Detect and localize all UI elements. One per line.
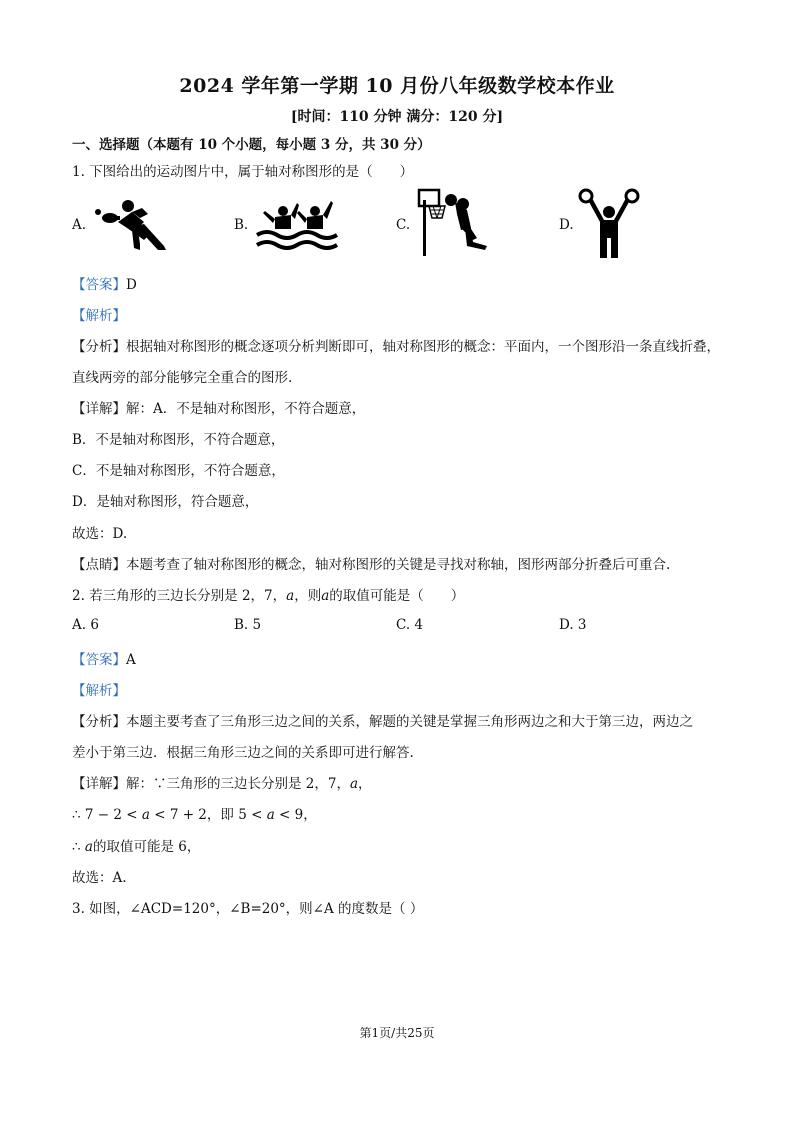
q2-option-c: C. 4 <box>396 617 424 633</box>
q1-option-b-label: B. <box>234 217 249 233</box>
q1-detail-text: 解：A．不是轴对称图形，不符合题意， <box>126 401 366 417</box>
q2-stem-pre: 2. 若三角形的三边长分别是 2，7， <box>72 588 287 604</box>
q2-option-b: B. 5 <box>234 617 262 633</box>
q2-analysis-tag: 【解析】 <box>72 683 126 699</box>
q2-detail-line-3 <box>72 835 200 855</box>
q2-detail-line-4: 故选：A. <box>72 870 127 886</box>
q2-detail-line-2 <box>72 803 317 823</box>
q2-fenxi-line-1 <box>72 710 693 730</box>
q1-analysis-tag: 【解析】 <box>72 308 126 324</box>
q2-stem <box>72 584 464 604</box>
therefore-symbol: ∴ <box>72 839 81 855</box>
q3-stem: 3. 如图，∠ACD=120°，∠B=20°，则∠A 的度数是（ ） <box>72 901 424 917</box>
detail-tag: 【详解】 <box>72 776 126 792</box>
page-number: 第1页/共25页 <box>359 1026 435 1040</box>
q2-fenxi-line-2: 差小于第三边．根据三角形三边之间的关系即可进行解答. <box>72 745 414 761</box>
var-a: a <box>266 807 275 823</box>
detail-tag: 【详解】 <box>72 401 126 417</box>
q2-answer <box>72 648 136 668</box>
q2-option-a: A. 6 <box>72 617 99 633</box>
q2-ineq-mid: < 7 + 2 <box>154 807 207 823</box>
page-subtitle: [时间：110 分钟 满分：120 分] <box>290 109 504 125</box>
q1-fenxi-line-1 <box>72 335 720 355</box>
q1-dianjing <box>72 553 670 573</box>
q2-option-d: D. 3 <box>559 617 587 633</box>
q1-option-c-label: C. <box>396 217 411 233</box>
q2-detail-line-1 <box>72 772 372 792</box>
q1-detail-line-4: D．是轴对称图形，符合题意， <box>72 494 259 510</box>
q2-ineq-end: < 9， <box>279 807 317 823</box>
basketball-dunk-icon <box>415 188 497 258</box>
q2-stem-post: 的取值可能是（ ） <box>329 588 465 604</box>
q1-dianjing-text: 本题考查了轴对称图形的概念，轴对称图形的关键是寻找对称轴，图形两部分折叠后可重合. <box>126 557 671 573</box>
var-a: a <box>84 839 93 855</box>
q2-ineq-post: ，即 5 < <box>206 807 263 823</box>
page-title: 2024 学年第一学期 10 月份八年级数学校本作业 <box>179 75 615 97</box>
table-tennis-player-icon <box>88 192 172 256</box>
answer-tag: 【答案】 <box>72 652 126 668</box>
dianjing-tag: 【点睛】 <box>72 557 126 573</box>
answer-tag: 【答案】 <box>72 277 126 293</box>
var-a: a <box>286 588 295 604</box>
q2-stem-mid: ，则 <box>294 588 322 604</box>
q2-answer-value: A <box>126 652 136 668</box>
q1-option-d-label: D. <box>559 217 574 233</box>
gymnastics-rings-icon <box>578 184 640 260</box>
var-a: a <box>349 776 359 792</box>
q1-detail-line-5: 故选：D. <box>72 526 128 542</box>
fenxi-tag: 【分析】 <box>72 714 126 730</box>
q2-ineq-pre: ∴ 7 − 2 < <box>72 807 138 823</box>
q2-detail-conclusion: 的取值可能是 6， <box>92 839 201 855</box>
q1-stem: 1. 下图给出的运动图片中，属于轴对称图形的是（ ） <box>72 164 414 180</box>
section-heading: 一、选择题（本题有 10 个小题，每小题 3 分，共 30 分） <box>72 137 431 153</box>
fenxi-tag: 【分析】 <box>72 339 126 355</box>
q2-fenxi-text: 本题主要考查了三角形三边之间的关系，解题的关键是掌握三角形两边之和大于第三边，两边之 <box>126 714 693 730</box>
q1-answer-value: D <box>126 277 137 293</box>
q1-detail-line-2: B．不是轴对称图形，不符合题意， <box>72 432 285 448</box>
synchronized-swimming-icon <box>255 197 341 253</box>
q2-detail-text: 解：∵三角形的三边长分别是 2，7， <box>126 776 350 792</box>
q1-fenxi-text: 根据轴对称图形的概念逐项分析判断即可，轴对称图形的概念：平面内，一个图形沿一条直线折叠， <box>126 339 720 355</box>
var-a: a <box>321 588 330 604</box>
var-a: a <box>141 807 150 823</box>
q1-fenxi-line-2: 直线两旁的部分能够完全重合的图形. <box>72 370 293 386</box>
q1-detail-line-1 <box>72 397 365 417</box>
q2-detail-punct: ， <box>358 776 372 792</box>
q1-detail-line-3: C．不是轴对称图形，不符合题意， <box>72 463 285 479</box>
q1-answer <box>72 273 137 293</box>
q1-option-a-label: A. <box>72 217 87 233</box>
